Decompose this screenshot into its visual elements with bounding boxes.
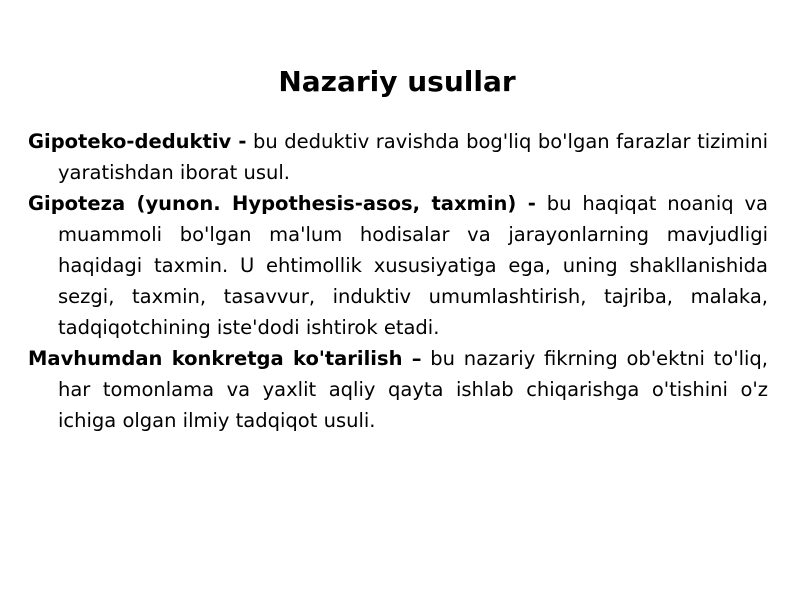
definition-text: bu haqiqat noaniq va muammoli bo'lgan ma'lum hodisalar va jarayonlarning mavjudligi haqidagi taxmin. U ehtimollik xususiyatiga ega, uning shakllanishida sezgi, taxmin, tasavvur, induktiv umumlashtirish, tajriba, malaka, tadqiqotchining iste'dodi ishtirok etadi. bbox=[58, 192, 768, 339]
definition-text: bu deduktiv ravishda bog'liq bo'lgan farazlar tizimini yaratishdan iborat usul. bbox=[58, 130, 768, 184]
definition-term: Gipoteko-deduktiv - bbox=[28, 130, 247, 153]
slide-title: Nazariy usullar bbox=[278, 65, 516, 98]
definition-item bbox=[28, 126, 768, 188]
definition-term: Gipoteza (yunon. Hypothesis-asos, taxmin) - bbox=[28, 192, 536, 215]
definition-item bbox=[28, 343, 768, 436]
definition-text: bu nazariy fikrning ob'ektni to'liq, har tomonlama va yaxlit aqliy qayta ishlab chiqarishga o'tishini o'z ichiga olgan ilmiy tadqiqot usuli. bbox=[58, 347, 768, 432]
slide-body bbox=[28, 126, 768, 436]
definition-term: Mavhumdan konkretga ko'tarilish – bbox=[28, 347, 422, 370]
definition-item bbox=[28, 188, 768, 343]
